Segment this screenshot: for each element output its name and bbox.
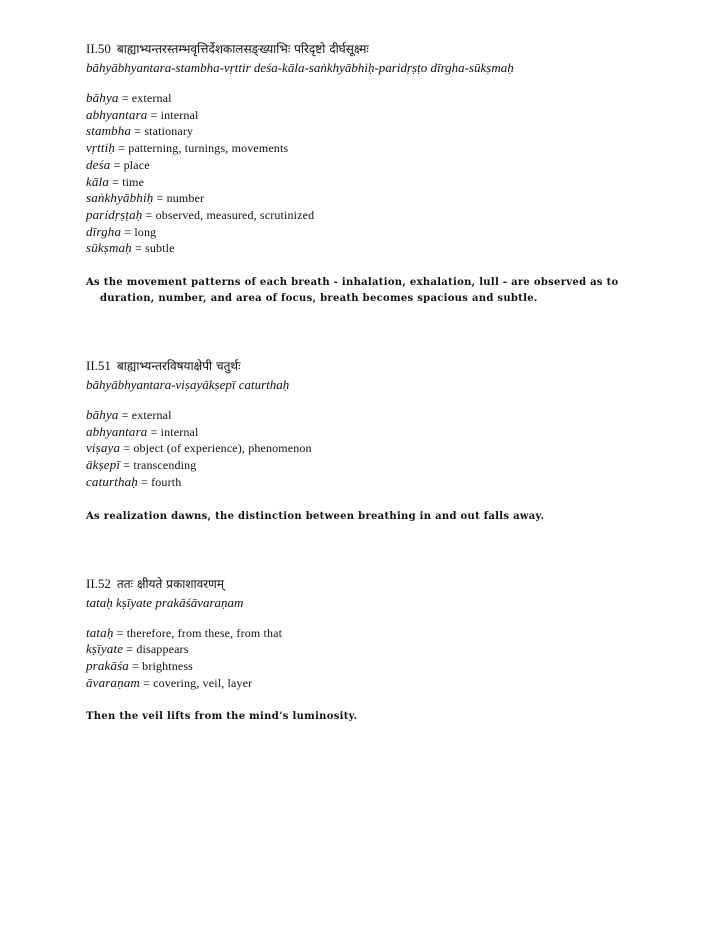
sutra-summary: As the movement patterns of each breath - inhalation, exhalation, lull - are observed as to duration, number, and area of focus, breath becomes spacious and subtle. bbox=[86, 277, 619, 305]
glossary-term: kṣīyate bbox=[86, 641, 124, 657]
glossary-item: bāhya = external bbox=[86, 407, 172, 423]
glossary-item: deśa = place bbox=[86, 156, 150, 172]
glossary-meaning: time bbox=[122, 174, 145, 189]
glossary-item: saṅkhyābhiḥ = number bbox=[86, 190, 205, 206]
glossary-term: bāhya bbox=[86, 90, 119, 105]
sutra-summary: Then the veil lifts from the mind’s luminosity. bbox=[86, 711, 358, 723]
sutra-devanagari: बाह्याभ्यन्तरस्तम्भवृत्तिर्देशकालसङ्ख्याभिः परिदृष्टो दीर्घसूक्ष्मः bbox=[116, 42, 369, 56]
sutra-number: II.51 bbox=[86, 358, 111, 374]
glossary-meaning: transcending bbox=[133, 458, 197, 473]
glossary-term: bāhya bbox=[86, 407, 119, 423]
sutra-II-51 bbox=[86, 355, 646, 525]
glossary-item: kāla = time bbox=[86, 173, 145, 189]
glossary-term: dīrgha bbox=[86, 223, 122, 239]
sutra-transliteration: bāhyābhyantara-viṣayākṣepī caturthaḥ bbox=[86, 377, 290, 393]
glossary-item: bāhya = external bbox=[86, 90, 172, 105]
glossary-item: caturthaḥ = fourth bbox=[86, 473, 182, 489]
glossary-list bbox=[86, 407, 646, 491]
glossary-term: tataḥ bbox=[86, 624, 114, 640]
glossary-item: stambha = stationary bbox=[86, 123, 194, 139]
document-page bbox=[86, 38, 646, 725]
sutra-devanagari: ततः क्षीयते प्रकाशावरणम् bbox=[116, 576, 225, 591]
glossary-item: abhyantara = internal bbox=[86, 423, 199, 439]
glossary-term: stambha bbox=[86, 123, 132, 139]
glossary-meaning: covering, veil, layer bbox=[153, 675, 253, 690]
glossary-item: ākṣepī = transcending bbox=[86, 457, 197, 473]
glossary-meaning: brightness bbox=[142, 658, 194, 673]
glossary-item: āvaraṇam = covering, veil, layer bbox=[86, 674, 253, 690]
glossary-meaning: subtle bbox=[145, 241, 175, 256]
sutra-transliteration: tataḥ kṣīyate prakāśāvaraṇam bbox=[86, 594, 244, 610]
glossary-item: kṣīyate = disappears bbox=[86, 641, 189, 657]
sutra-number: II.52 bbox=[86, 575, 111, 591]
glossary-meaning: object (of experience), phenomenon bbox=[133, 441, 312, 456]
glossary-meaning: disappears bbox=[136, 642, 189, 657]
glossary-term: viṣaya bbox=[86, 440, 121, 456]
glossary-meaning: therefore, from these, from that bbox=[126, 625, 283, 640]
glossary-meaning: long bbox=[134, 224, 157, 239]
glossary-meaning: patterning, turnings, movements bbox=[128, 141, 289, 156]
glossary-meaning: internal bbox=[160, 107, 199, 122]
glossary-term: paridṛṣṭaḥ bbox=[86, 206, 143, 222]
glossary-item: paridṛṣṭaḥ = observed, measured, scrutinized bbox=[86, 206, 315, 222]
sutra-heading bbox=[86, 355, 646, 377]
glossary-item: tataḥ = therefore, from these, from that bbox=[86, 624, 283, 640]
glossary-term: prakāśa bbox=[86, 657, 129, 673]
glossary-item: viṣaya = object (of experience), phenomenon bbox=[86, 440, 312, 456]
glossary-meaning: place bbox=[123, 157, 150, 172]
glossary-term: saṅkhyābhiḥ bbox=[86, 190, 154, 206]
sutra-II-52 bbox=[86, 573, 646, 726]
glossary-meaning: number bbox=[166, 191, 205, 206]
glossary-item: vṛttiḥ = patterning, turnings, movements bbox=[86, 140, 289, 156]
sutra-II-50 bbox=[86, 38, 646, 307]
glossary-item: dīrgha = long bbox=[86, 223, 157, 239]
glossary-term: ākṣepī bbox=[86, 457, 121, 473]
sutra-transliteration: bāhyābhyantara-stambha-vṛttir deśa-kāla-saṅkhyābhiḥ-paridṛṣṭo dīrgha-sūkṣmaḥ bbox=[86, 60, 514, 75]
sutra-heading bbox=[86, 573, 646, 595]
glossary-meaning: external bbox=[131, 91, 172, 105]
glossary-term: sūkṣmaḥ bbox=[86, 240, 132, 256]
glossary-term: āvaraṇam bbox=[86, 674, 140, 690]
glossary-item: sūkṣmaḥ = subtle bbox=[86, 240, 175, 256]
sutra-devanagari: बाह्याभ्यन्तरविषयाक्षेपी चतुर्थः bbox=[116, 359, 241, 374]
glossary-item: abhyantara = internal bbox=[86, 106, 199, 122]
sutra-number: II.50 bbox=[86, 41, 111, 56]
sutra-summary: As realization dawns, the distinction between breathing in and out falls away. bbox=[86, 510, 545, 522]
glossary-meaning: internal bbox=[160, 424, 199, 439]
sutra-heading bbox=[86, 38, 646, 60]
glossary-term: kāla bbox=[86, 173, 109, 189]
glossary-list bbox=[86, 625, 646, 692]
glossary-term: deśa bbox=[86, 156, 111, 172]
glossary-meaning: stationary bbox=[144, 124, 194, 139]
glossary-list bbox=[86, 90, 646, 257]
glossary-term: abhyantara bbox=[86, 106, 148, 122]
glossary-term: abhyantara bbox=[86, 423, 148, 439]
glossary-meaning: observed, measured, scrutinized bbox=[155, 207, 315, 222]
glossary-meaning: external bbox=[131, 408, 172, 423]
glossary-term: caturthaḥ bbox=[86, 473, 138, 489]
glossary-item: prakāśa = brightness bbox=[86, 657, 194, 673]
glossary-term: vṛttiḥ bbox=[86, 140, 116, 156]
glossary-meaning: fourth bbox=[151, 474, 182, 489]
